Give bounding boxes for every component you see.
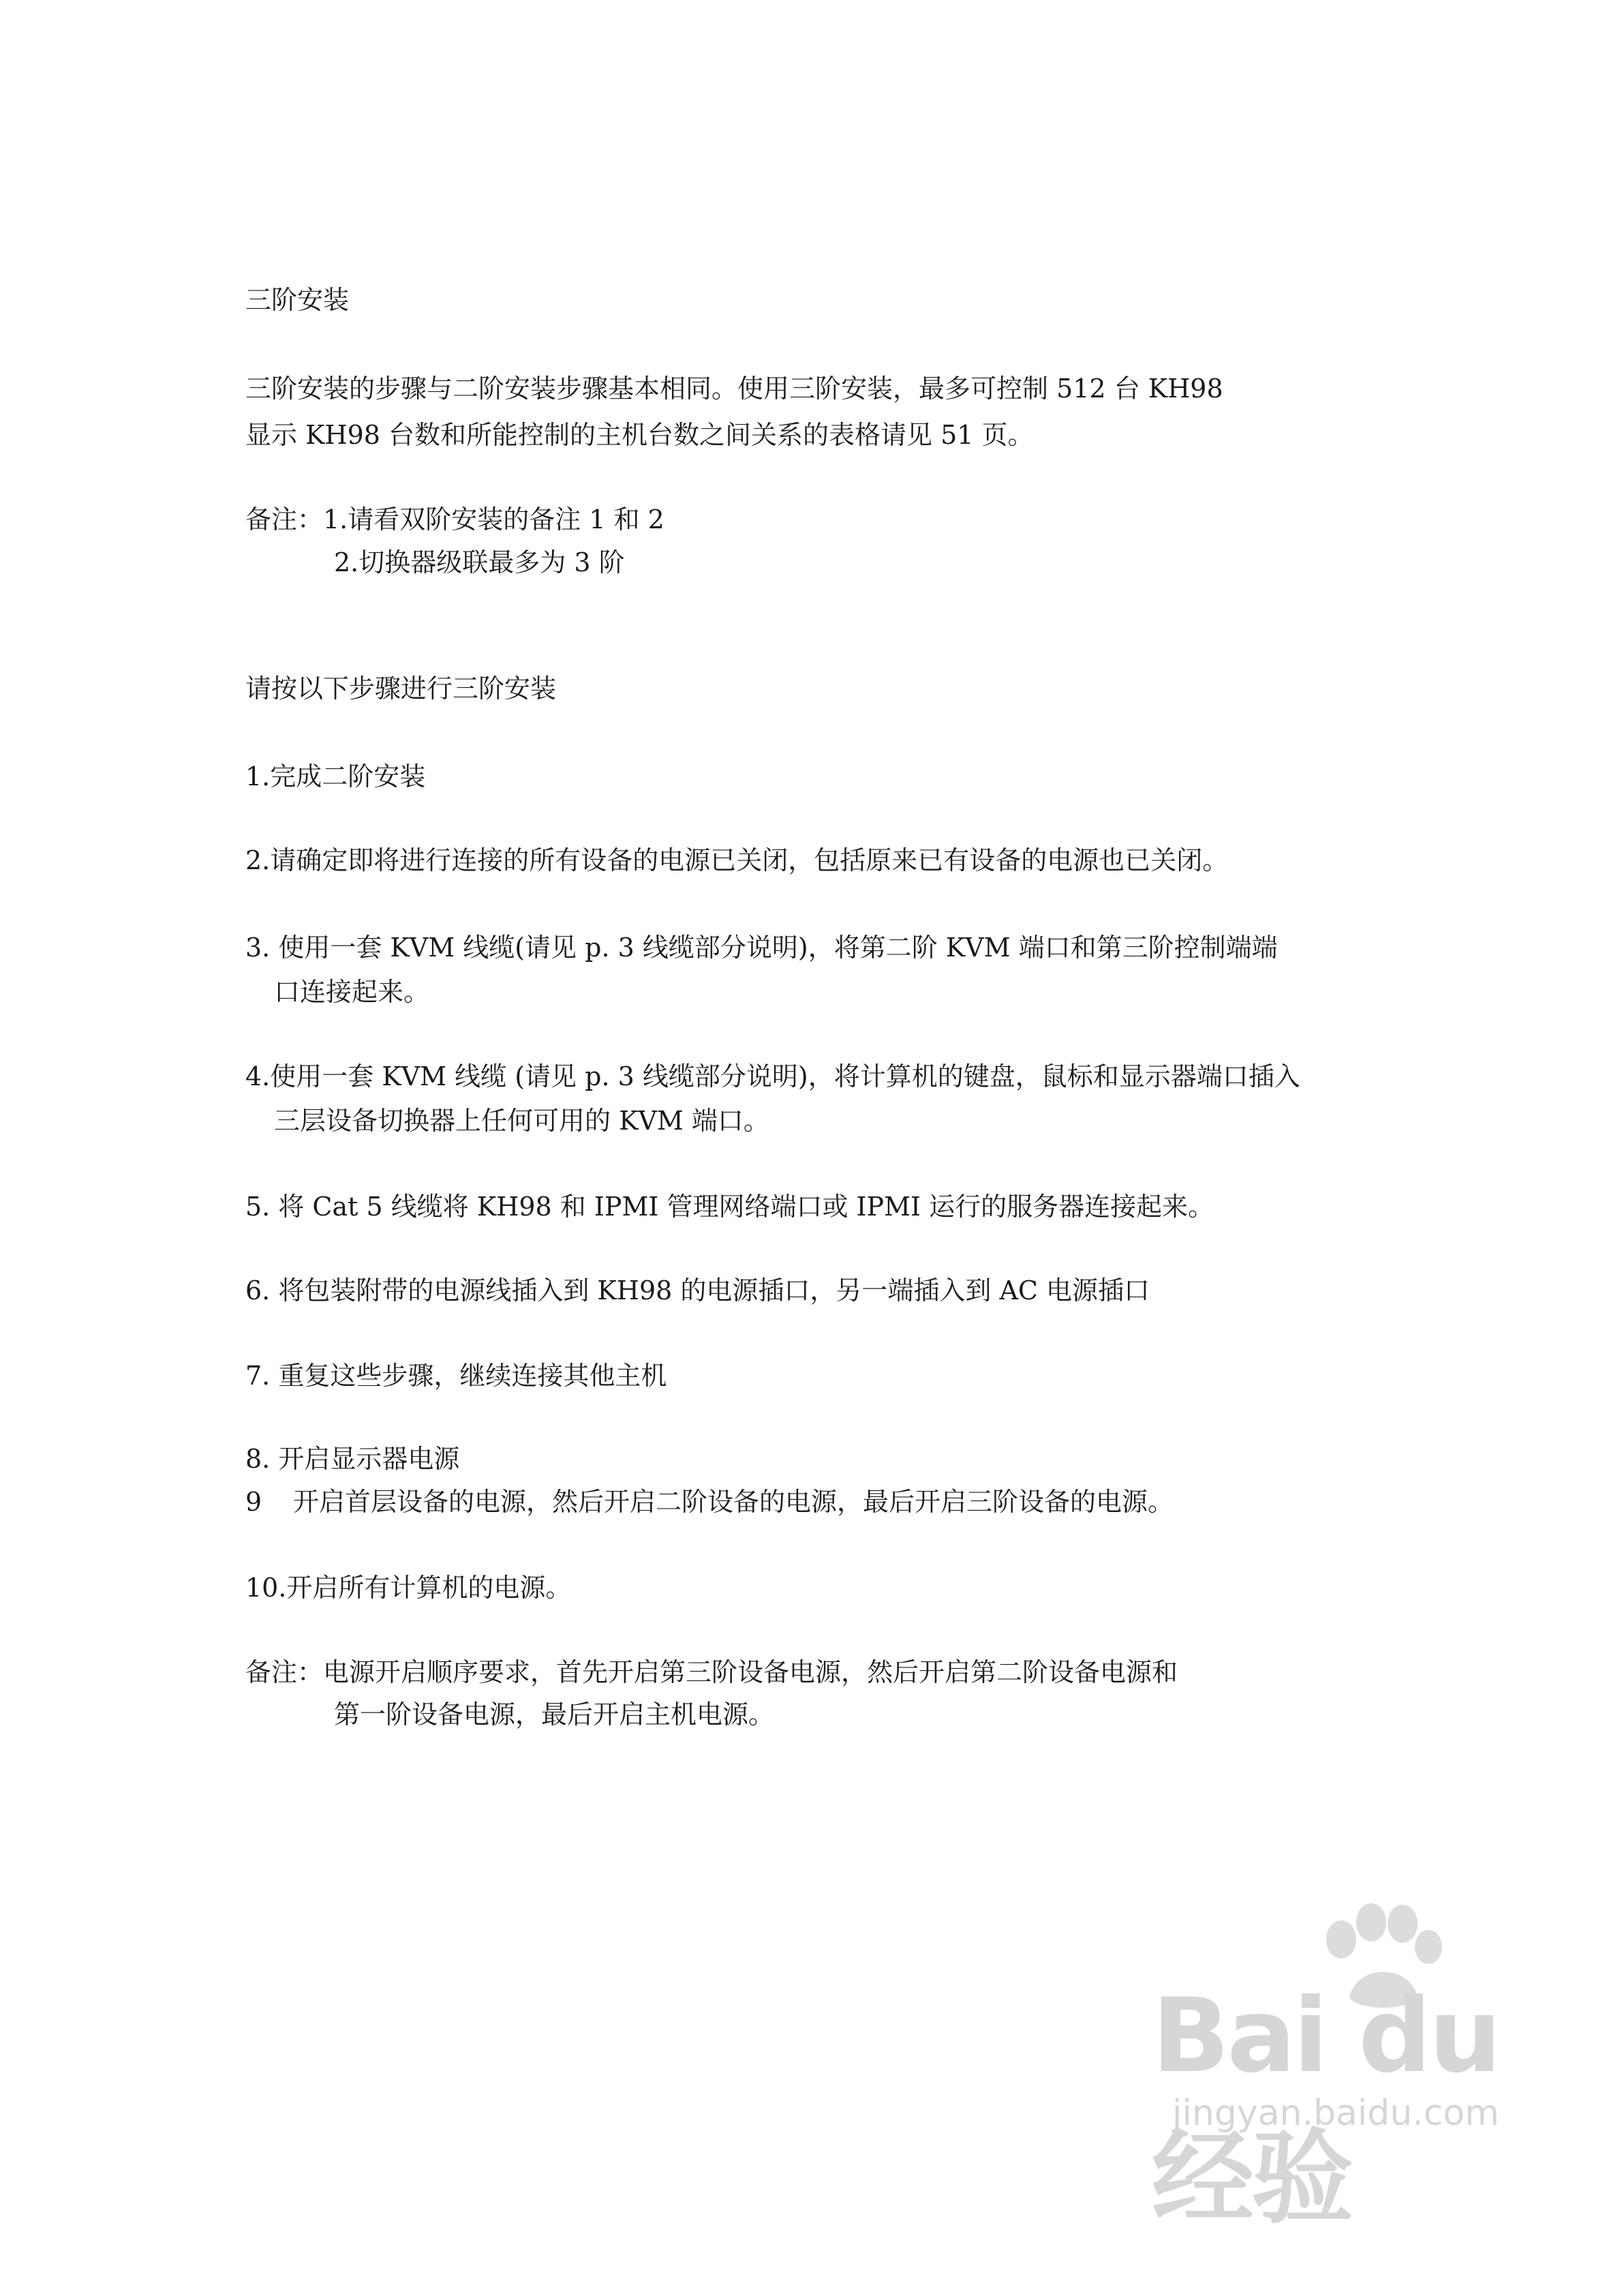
step-6: 6. 将包装附带的电源线插入到 KH98 的电源插口，另一端插入到 AC 电源插口 xyxy=(245,1275,1150,1305)
watermark-logo: Bai du 经验 xyxy=(1152,1977,1499,2238)
step-10: 10.开启所有计算机的电源。 xyxy=(245,1573,572,1603)
step-1: 1.完成二阶安装 xyxy=(245,761,426,791)
intro-line-2: 显示 KH98 台数和所能控制的主机台数之间关系的表格请见 51 页。 xyxy=(245,420,1034,450)
step-3-line-1: 3. 使用一套 KVM 线缆(请见 p. 3 线缆部分说明)，将第二阶 KVM 端口和第三阶控制端端 xyxy=(245,933,1278,963)
watermark-url: jingyan.baidu.com xyxy=(1172,2093,1499,2134)
intro-line-1: 三阶安装的步骤与二阶安装步骤基本相同。使用三阶安装，最多可控制 512 台 KH98 xyxy=(245,374,1223,404)
step-9-text: 开启首层设备的电源，然后开启二阶设备的电源，最后开启三阶设备的电源。 xyxy=(293,1487,1174,1517)
step-8: 8. 开启显示器电源 xyxy=(245,1444,460,1474)
step-7: 7. 重复这些步骤，继续连接其他主机 xyxy=(245,1361,667,1391)
step-5: 5. 将 Cat 5 线缆将 KH98 和 IPMI 管理网络端口或 IPMI 运行的服务器连接起来。 xyxy=(245,1192,1214,1222)
note1-line-2: 2.切换器级联最多为 3 阶 xyxy=(334,547,625,577)
step-4-line-2: 三层设备切换器上任何可用的 KVM 端口。 xyxy=(274,1106,769,1136)
baidu-watermark xyxy=(1152,1902,1561,2238)
steps-heading: 请按以下步骤进行三阶安装 xyxy=(245,674,557,704)
note2-line-2: 第一阶设备电源，最后开启主机电源。 xyxy=(334,1700,775,1729)
note1-line-1: 备注：1.请看双阶安装的备注 1 和 2 xyxy=(245,504,664,534)
step-2: 2.请确定即将进行连接的所有设备的电源已关闭，包括原来已有设备的电源也已关闭。 xyxy=(245,845,1229,875)
section-title: 三阶安装 xyxy=(245,285,350,315)
note2-line-1: 备注：电源开启顺序要求，首先开启第三阶设备电源，然后开启第二阶设备电源和 xyxy=(245,1657,1178,1687)
step-9-number: 9 xyxy=(245,1487,262,1517)
step-4-line-1: 4.使用一套 KVM 线缆 (请见 p. 3 线缆部分说明)，将计算机的键盘，鼠标和显示器端口插入 xyxy=(245,1061,1300,1091)
step-3-line-2: 口连接起来。 xyxy=(274,977,430,1007)
